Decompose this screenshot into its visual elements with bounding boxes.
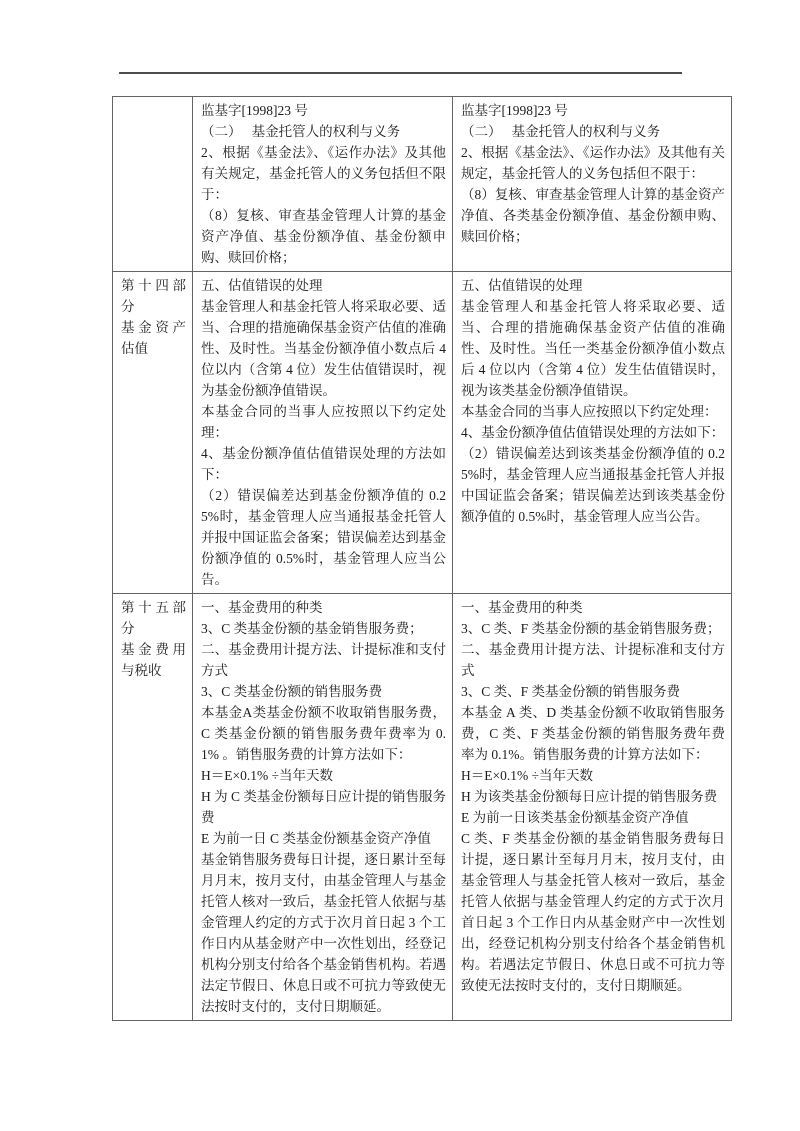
clause-cell-right [453, 97, 732, 272]
clause-paragraph: 2、根据《基金法》、《运作办法》及其他有关规定，基金托管人的义务包括但不限于： [201, 145, 446, 202]
clause-paragraph: 本基金A类基金份额不收取销售服务费，C 类基金份额的销售服务费年费率为 0.1% 。销售服务费的计算方法如下： [201, 705, 446, 762]
clause-paragraph: 五、估值错误的处理 [201, 278, 323, 293]
clause-paragraph: （8）复核、审查基金管理人计算的基金资产净值、基金份额净值、基金份额申购、赎回价格； [201, 208, 446, 265]
clause-paragraph: E 为前一日 C 类基金份额基金资产净值 [201, 831, 431, 846]
clause-paragraph: H＝E×0.1% ÷当年天数 [461, 768, 594, 783]
comparison-table [112, 96, 732, 1021]
clause-paragraph: 基金销售服务费每日计提，逐日累计至每月月末，按月支付，由基金管理人与基金托管人核对一致后，基金托管人依据与基金管理人约定的方式于次月首日起 3 个工作日内从基金财产中一次性划出，经登记机构分别支付给各个基金销售机构。若遇法定节假日、休息日或不可抗力等致使无法按时支付的，支付日期顺延。 [201, 852, 446, 1014]
table-row [113, 594, 732, 1021]
clause-paragraph: 3、C 类、F 类基金份额的销售服务费 [461, 684, 681, 699]
table-row [113, 97, 732, 272]
clause-paragraph: 基金管理人和基金托管人将采取必要、适当、合理的措施确保基金资产估值的准确性、及时性。当基金份额净值小数点后 4 位以内（含第 4 位）发生估值错误时，视为基金份额净值错误。 [201, 299, 446, 398]
clause-paragraph: 3、C 类基金份额的基金销售服务费； [201, 621, 423, 636]
section-label-line: 基金费用与税收 [121, 642, 186, 678]
clause-paragraph: H 为 C 类基金份额每日应计提的销售服务费 [201, 789, 446, 825]
clause-paragraph: 3、C 类基金份额的销售服务费 [201, 684, 383, 699]
clause-cell-right [453, 272, 732, 594]
table-row [113, 272, 732, 594]
section-label-cell [113, 97, 193, 272]
clause-paragraph: （8）复核、审查基金管理人计算的基金资产净值、各类基金份额净值、基金份额申购、赎回价格； [461, 187, 725, 244]
clause-paragraph: 五、估值错误的处理 [461, 278, 583, 293]
clause-paragraph: 本基金合同的当事人应按照以下约定处理： [201, 404, 446, 440]
clause-paragraph: 一、基金费用的种类 [201, 600, 323, 615]
comparison-table-body [113, 97, 732, 1021]
clause-paragraph: C 类、F 类基金份额的基金销售服务费每日计提，逐日累计至每月月末，按月支付，由基金管理人与基金托管人核对一致后，基金托管人依据与基金管理人约定的方式于次月首日起 3 个工作日内从基金财产中一次性划出，经登记机构分别支付给各个基金销售机构。若遇法定节假日、休息日或不可抗力等致使无法按时支付的，支付日期顺延。 [461, 831, 725, 993]
section-label-line: 第十五部分 [121, 600, 186, 636]
clause-paragraph: 监基字[1998]23 号 [461, 103, 568, 118]
clause-paragraph: 本基金 A 类、D 类基金份额不收取销售服务费，C 类、F 类基金份额的销售服务费年费率为 0.1%。销售服务费的计算方法如下： [461, 705, 725, 762]
clause-paragraph: （二） 基金托管人的权利与义务 [201, 124, 401, 139]
section-label-line: 第十四部分 [121, 278, 186, 314]
section-label-cell [113, 272, 193, 594]
section-label-cell [113, 594, 193, 1021]
clause-cell-left [193, 97, 453, 272]
clause-cell-left [193, 594, 453, 1021]
clause-paragraph: E 为前一日该类基金份额基金资产净值 [461, 810, 689, 825]
clause-paragraph: 4、基金份额净值估值错误处理的方法如下： [461, 425, 725, 440]
header-rule [119, 72, 682, 74]
clause-paragraph: 本基金合同的当事人应按照以下约定处理： [461, 404, 718, 419]
clause-paragraph: 监基字[1998]23 号 [201, 103, 308, 118]
clause-paragraph: 二、基金费用计提方法、计提标准和支付方式 [201, 642, 446, 678]
clause-paragraph: （2）错误偏差达到该类基金份额净值的 0.25%时，基金管理人应当通报基金托管人并报中国证监会备案；错误偏差达到该类基金份额净值的 0.5%时，基金管理人应当公告。 [461, 446, 725, 524]
section-label-line: 基金资产估值 [121, 320, 186, 356]
clause-paragraph: （2）错误偏差达到基金份额净值的 0.25%时，基金管理人应当通报基金托管人并报中国证监会备案；错误偏差达到基金份额净值的 0.5%时，基金管理人应当公告。 [201, 488, 446, 587]
clause-paragraph: 3、C 类、F 类基金份额的基金销售服务费； [461, 621, 721, 636]
clause-cell-right [453, 594, 732, 1021]
clause-paragraph: H 为该类基金份额每日应计提的销售服务费 [461, 789, 718, 804]
clause-paragraph: 一、基金费用的种类 [461, 600, 583, 615]
clause-cell-left [193, 272, 453, 594]
clause-paragraph: 2、根据《基金法》、《运作办法》及其他有关规定，基金托管人的义务包括但不限于： [461, 145, 725, 181]
clause-paragraph: 4、基金份额净值估值错误处理的方法如下： [201, 446, 446, 482]
clause-paragraph: （二） 基金托管人的权利与义务 [461, 124, 661, 139]
clause-paragraph: 二、基金费用计提方法、计提标准和支付方式 [461, 642, 725, 678]
clause-paragraph: H＝E×0.1% ÷当年天数 [201, 768, 334, 783]
clause-paragraph: 基金管理人和基金托管人将采取必要、适当、合理的措施确保基金资产估值的准确性、及时性。当任一类基金份额净值小数点后 4 位以内（含第 4 位）发生估值错误时，视为该类基金份额净值错误。 [461, 299, 725, 398]
